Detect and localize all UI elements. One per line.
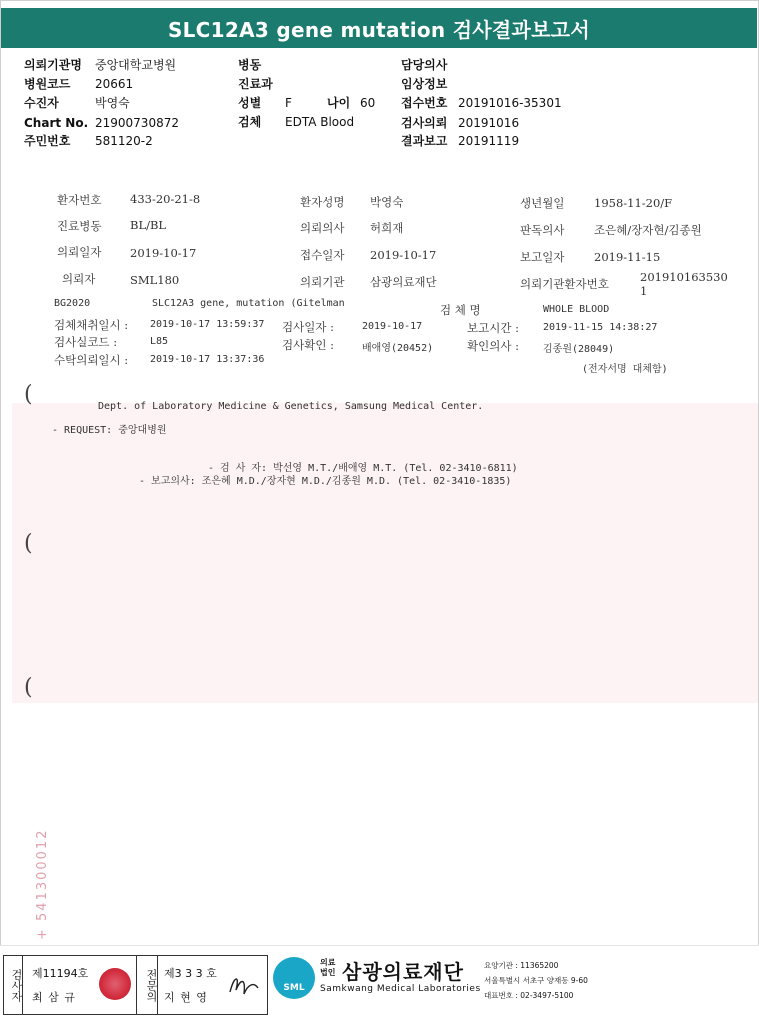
field-value: L85 xyxy=(150,336,169,347)
field-value: 박영숙 xyxy=(370,195,404,209)
org-address: 서울특별시 서초구 양재동 9-60 xyxy=(484,976,588,985)
field-value: 433-20-21-8 xyxy=(130,192,201,206)
tester-line: - 검 사 자: 박선영 M.T./배애영 M.T. (Tel. 02-3410-6811) xyxy=(208,463,518,474)
punch-hole-mark: ( xyxy=(24,675,33,700)
field-label: 환자번호 xyxy=(57,193,102,207)
field-value: 21900730872 xyxy=(95,116,179,130)
field-label: 담당의사 xyxy=(401,58,448,72)
dept-line: Dept. of Laboratory Medicine & Genetics, Samsung Medical Center. xyxy=(98,401,484,412)
org-prefix xyxy=(320,958,335,978)
field-value: 20661 xyxy=(95,77,134,91)
field-label: 결과보고 xyxy=(401,134,448,148)
tester-label: 검사자 xyxy=(4,956,23,1014)
approver-name: 지 현 영 xyxy=(164,991,208,1004)
field-value: 삼광의료재단 xyxy=(370,275,437,289)
field-value: 2019-10-17 xyxy=(370,248,437,262)
field-label: 의뢰기관명 xyxy=(24,58,82,72)
field-label: 나이 xyxy=(327,96,351,110)
approver-license: 제3 3 3 호 xyxy=(164,967,217,980)
field-label: 수탁의뢰일시 : xyxy=(54,353,129,367)
field-label: 의뢰일자 xyxy=(57,245,102,259)
field-value: 201910163530 xyxy=(640,270,728,284)
field-label: 의뢰자 xyxy=(62,272,96,286)
field-label: 검사실코드 : xyxy=(54,335,118,349)
field-label: 보고일자 xyxy=(520,250,565,264)
field-label: 병동 xyxy=(238,58,262,72)
field-label: 판독의사 xyxy=(520,223,565,237)
footer xyxy=(0,945,759,1020)
tester-name: 최 삼 규 xyxy=(32,991,76,1004)
field-label: 검 체 명 xyxy=(440,303,481,317)
seal-stamp-icon xyxy=(99,968,131,1000)
header-row xyxy=(24,58,82,73)
field-label: 주민번호 xyxy=(24,134,71,148)
field-value: EDTA Blood xyxy=(285,115,355,129)
esign-note: (전자서명 대체함) xyxy=(582,364,668,375)
org-name: 삼광의료재단 xyxy=(342,960,464,984)
org-english-name: Samkwang Medical Laboratories xyxy=(320,984,481,994)
field-label: 의뢰의사 xyxy=(300,221,345,235)
test-code: BG2020 xyxy=(54,298,91,309)
org-prefix-1: 의료 xyxy=(320,958,336,967)
field-label: 접수번호 xyxy=(401,96,448,110)
field-label: 접수일자 xyxy=(300,248,345,262)
punch-hole-mark: ( xyxy=(24,382,33,407)
field-value: 박영숙 xyxy=(95,96,130,110)
field-value: 배애영(20452) xyxy=(362,343,434,354)
field-value: WHOLE BLOOD xyxy=(543,304,610,315)
field-value: SML180 xyxy=(130,273,180,287)
field-label: 성별 xyxy=(238,96,262,110)
field-value: 1 xyxy=(640,284,648,298)
logo-text: SML xyxy=(283,983,305,993)
field-label: 병원코드 xyxy=(24,77,71,91)
request-line: - REQUEST: 중앙대병원 xyxy=(52,425,167,436)
field-label: 검사확인 : xyxy=(282,338,334,352)
field-value: 60 xyxy=(360,96,376,110)
field-label: 검체 xyxy=(238,115,262,129)
field-value: 20191016-35301 xyxy=(458,96,562,110)
field-value: 20191119 xyxy=(458,134,520,148)
field-label: 검사의뢰 xyxy=(401,116,448,130)
org-tel: 대표번호 : 02-3497-5100 xyxy=(484,991,574,1000)
tester-license: 제11194호 xyxy=(32,967,89,980)
field-value: BL/BL xyxy=(130,218,167,232)
test-name: SLC12A3 gene, mutation (Gitelman xyxy=(152,298,345,309)
field-value: 김종원(28049) xyxy=(543,344,615,355)
punch-hole-mark: ( xyxy=(24,531,33,556)
signature-icon xyxy=(226,970,262,1000)
field-value: 2019-11-15 14:38:27 xyxy=(543,322,658,333)
field-value: 20191016 xyxy=(458,116,520,130)
field-label: 임상정보 xyxy=(401,77,448,91)
field-label: 생년월일 xyxy=(520,196,565,210)
field-label: Chart No. xyxy=(24,116,89,130)
field-value: 1958-11-20/F xyxy=(594,196,673,210)
field-label: 진료과 xyxy=(238,77,273,91)
approver-label: 전문의 xyxy=(136,956,158,1014)
signature-box xyxy=(3,955,268,1015)
side-number: + 541300012 xyxy=(35,828,50,940)
field-value: 중앙대학교병원 xyxy=(95,58,177,72)
field-label: 보고시간 : xyxy=(467,321,519,335)
field-value: F xyxy=(285,96,292,110)
field-value: 2019-10-17 xyxy=(362,321,423,332)
field-value: 허희재 xyxy=(370,221,404,235)
field-label: 의뢰기관 xyxy=(300,275,345,289)
field-value: 2019-10-17 13:59:37 xyxy=(150,319,265,330)
reporter-line: - 보고의사: 조은혜 M.D./장자현 M.D./김종원 M.D. (Tel. 02-3410-1835) xyxy=(139,476,512,487)
field-label: 검체채취일시 : xyxy=(54,318,129,332)
field-value: 2019-10-17 xyxy=(130,246,197,260)
field-label: 의뢰기관환자번호 xyxy=(520,277,609,291)
field-label: 검사일자 : xyxy=(282,320,334,334)
sml-logo-icon xyxy=(273,957,315,999)
field-label: 수진자 xyxy=(24,96,59,110)
page-title: SLC12A3 gene mutation 검사결과보고서 xyxy=(1,8,757,48)
field-value: 2019-10-17 13:37:36 xyxy=(150,354,265,365)
field-label: 확인의사 : xyxy=(467,339,519,353)
field-label: 환자성명 xyxy=(300,195,345,209)
field-label: 진료병동 xyxy=(57,219,102,233)
org-prefix-2: 법인 xyxy=(320,968,336,977)
field-value: 조은혜/장자현/김종원 xyxy=(594,223,702,237)
field-value: 581120-2 xyxy=(95,134,153,148)
field-value: 2019-11-15 xyxy=(594,250,661,264)
org-code: 요양기관 : 11365200 xyxy=(484,961,559,970)
report-body-background xyxy=(12,403,758,703)
